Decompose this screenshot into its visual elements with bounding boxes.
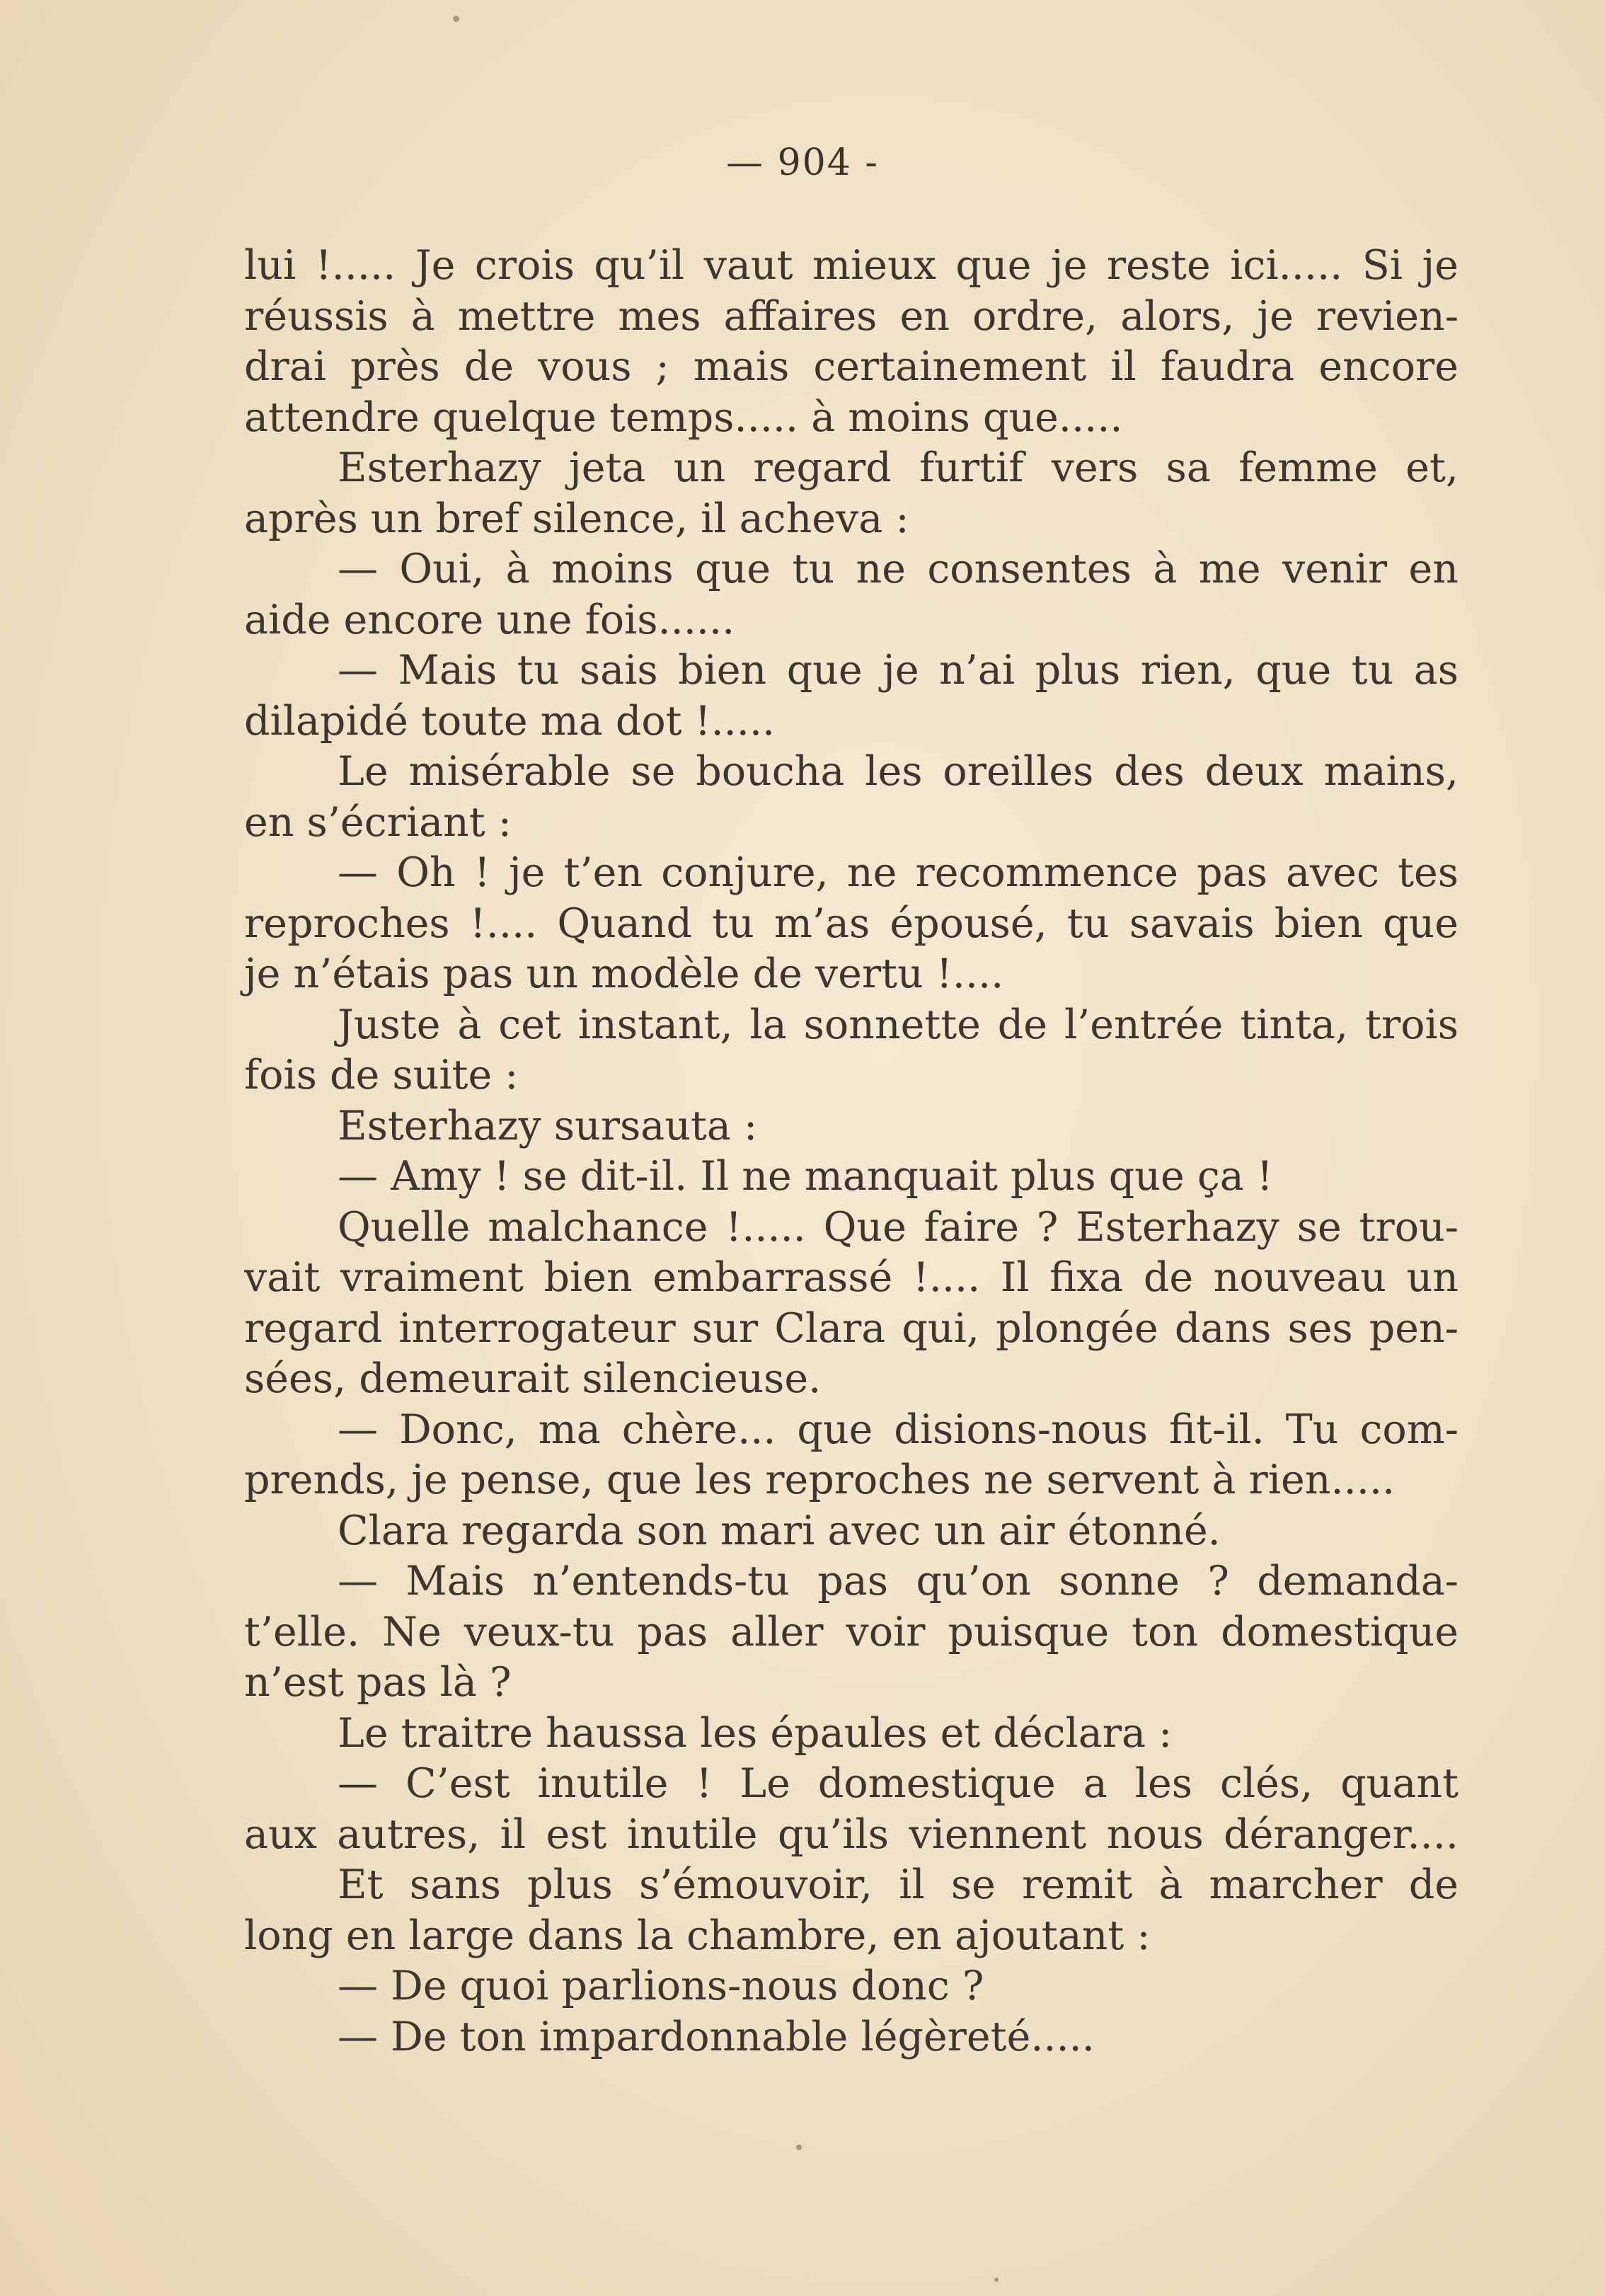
text-line: — Mais n’entends-tu pas qu’on sonne ? demanda- <box>338 1558 1459 1605</box>
text-line: long en large dans la chambre, en ajoutant : <box>244 1912 1151 1959</box>
text-line: Et sans plus s’émouvoir, il se remit à marcher de <box>338 1861 1459 1908</box>
text-line: — Amy ! se dit-il. Il ne manquait plus que ça ! <box>338 1153 1273 1200</box>
page-number: — 904 - <box>726 142 879 184</box>
text-line: regard interrogateur sur Clara qui, plongée dans ses pen- <box>244 1304 1459 1352</box>
text-line: — De quoi parlions-nous donc ? <box>338 1963 984 2009</box>
text-line: n’est pas là ? <box>244 1659 512 1706</box>
text-line: aux autres, il est inutile qu’ils viennent nous déranger.... <box>244 1810 1459 1858</box>
text-line: Esterhazy sursauta : <box>338 1102 758 1149</box>
text-line: — Mais tu sais bien que je n’ai plus rien, que tu as <box>338 647 1459 694</box>
text-line: Quelle malchance !..... Que faire ? Esterhazy se trou- <box>338 1203 1459 1251</box>
paper-speck <box>994 2278 999 2282</box>
text-line: t’elle. Ne veux-tu pas aller voir puisque ton domestique <box>244 1608 1459 1655</box>
text-line: — Oh ! je t’en conjure, ne recommence pas avec tes <box>338 849 1459 896</box>
text-line: fois de suite : <box>244 1052 519 1098</box>
text-line: dilapidé toute ma dot !..... <box>244 697 776 745</box>
text-line: drai près de vous ; mais certainement il faudra encore <box>244 343 1459 390</box>
text-line: — De ton impardonnable légèreté..... <box>338 2013 1095 2060</box>
text-line: Juste à cet instant, la sonnette de l’entrée tinta, trois <box>338 1001 1459 1048</box>
text-line: vait vraiment bien embarrassé !.... Il fixa de nouveau un <box>244 1254 1459 1301</box>
text-line: Clara regarda son mari avec un air étonné. <box>338 1507 1221 1554</box>
text-line: Esterhazy jeta un regard furtif vers sa femme et, <box>338 444 1459 491</box>
paper-speck <box>453 16 459 22</box>
text-line: — Oui, à moins que tu ne consentes à me venir en <box>338 546 1459 592</box>
text-line: sées, demeurait silencieuse. <box>244 1355 822 1402</box>
text-line: après un bref silence, il acheva : <box>244 495 909 542</box>
text-line: — C’est inutile ! Le domestique a les clés, quant <box>338 1760 1459 1807</box>
text-line: reproches !.... Quand tu m’as épousé, tu savais bien que <box>244 900 1459 947</box>
text-line: prends, je pense, que les reproches ne servent à rien..... <box>244 1457 1396 1503</box>
paper-speck <box>796 2145 802 2150</box>
text-line: réussis à mettre mes affaires en ordre, alors, je revien- <box>244 292 1459 340</box>
text-line: Le misérable se boucha les oreilles des deux mains, <box>338 748 1459 795</box>
text-line: — Donc, ma chère... que disions-nous fit-il. Tu com- <box>338 1406 1459 1453</box>
body-text <box>244 241 1459 2062</box>
text-line: Le traitre haussa les épaules et déclara : <box>338 1709 1173 1757</box>
text-line: je n’étais pas un modèle de vertu !.... <box>244 951 1004 997</box>
text-line: en s’écriant : <box>244 798 512 846</box>
text-line: aide encore une fois...... <box>244 596 735 643</box>
text-line: lui !..... Je crois qu’il vaut mieux que je reste ici..... Si je <box>244 242 1459 289</box>
text-line: attendre quelque temps..... à moins que..... <box>244 394 1123 441</box>
